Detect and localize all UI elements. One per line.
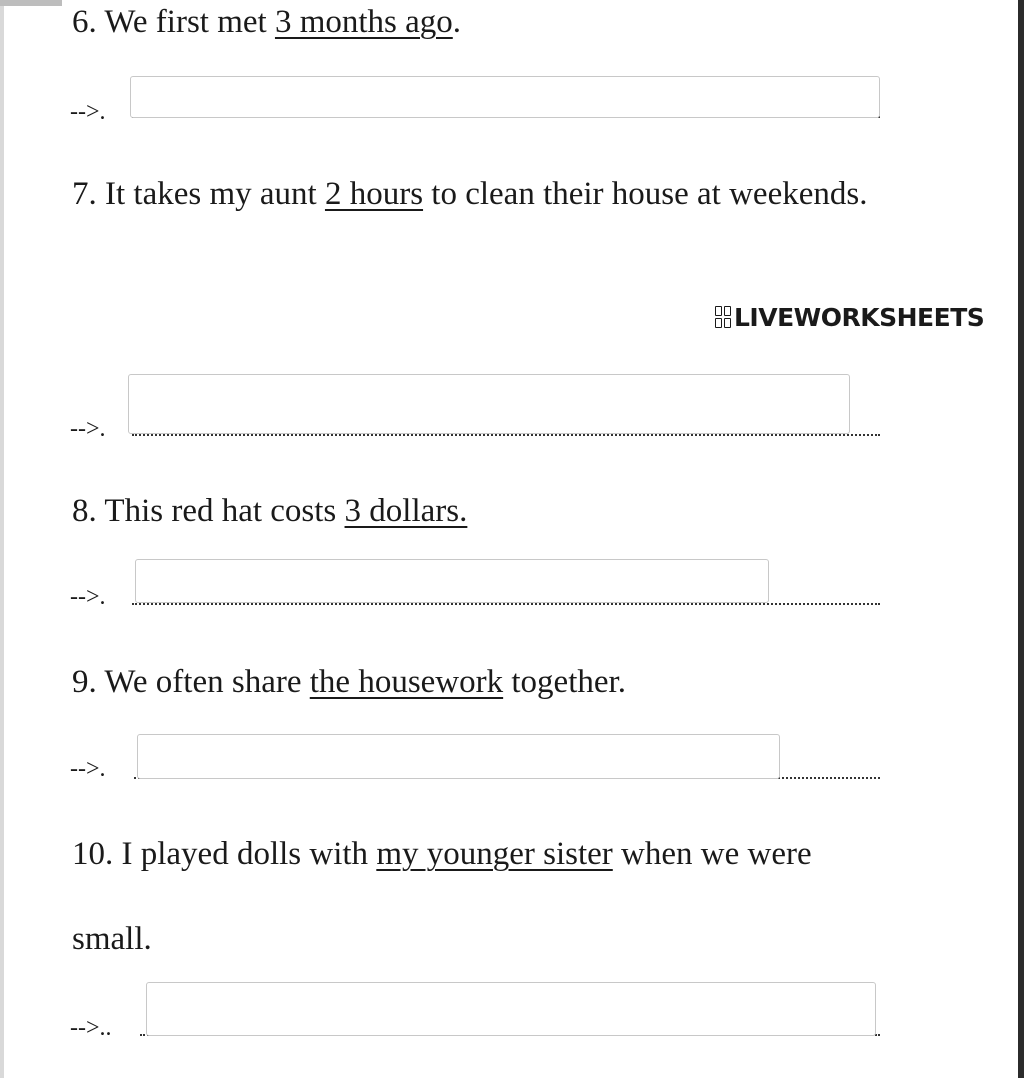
answer-input-10[interactable]	[146, 982, 876, 1036]
question-text-before: We often share	[104, 664, 310, 700]
page-edge-right	[1018, 0, 1024, 1078]
question-9	[72, 662, 626, 702]
underlined-phrase: the housework	[309, 664, 504, 700]
page-corner	[0, 0, 62, 6]
watermark-text: LIVEWORKSHEETS	[734, 302, 985, 332]
dotted-answer-line	[132, 434, 880, 436]
answer-arrow: -->.	[70, 416, 106, 442]
question-10-continuation: small.	[72, 921, 152, 957]
underlined-phrase: 2 hours	[324, 176, 424, 212]
answer-arrow: -->.	[70, 99, 106, 125]
question-number: 8.	[72, 493, 97, 529]
underlined-phrase: 3 dollars.	[344, 493, 468, 529]
question-number: 9.	[72, 664, 97, 700]
underlined-phrase: 3 months ago	[274, 4, 453, 40]
underlined-phrase: my younger sister	[376, 836, 613, 872]
answer-input-7[interactable]	[128, 374, 850, 434]
question-text-after: to clean their house at weekends.	[423, 176, 868, 212]
answer-input-9[interactable]	[137, 734, 780, 779]
answer-arrow: -->.	[70, 584, 106, 610]
answer-input-8[interactable]	[135, 559, 769, 603]
page-edge-left	[0, 0, 4, 1078]
question-text-after: .	[452, 4, 462, 40]
answer-arrow: -->.	[70, 756, 106, 782]
question-text-before: It takes my aunt	[105, 176, 325, 212]
question-10	[72, 834, 812, 874]
question-8	[72, 491, 467, 531]
question-6	[72, 2, 461, 42]
question-text-before: We first met	[104, 4, 275, 40]
question-text-before: I played dolls with	[121, 836, 377, 872]
question-text-after: together.	[503, 664, 626, 700]
answer-arrow: -->..	[70, 1015, 112, 1041]
question-7	[72, 174, 867, 214]
question-number: 7.	[72, 176, 97, 212]
question-number: 6.	[72, 4, 97, 40]
liveworksheets-logo-icon	[715, 306, 731, 328]
dotted-answer-line	[132, 603, 880, 605]
liveworksheets-watermark	[715, 300, 984, 334]
question-number: 10.	[72, 836, 114, 872]
question-text-before: This red hat costs	[104, 493, 345, 529]
question-text-after: when we were	[612, 836, 812, 872]
answer-input-6[interactable]	[130, 76, 880, 118]
